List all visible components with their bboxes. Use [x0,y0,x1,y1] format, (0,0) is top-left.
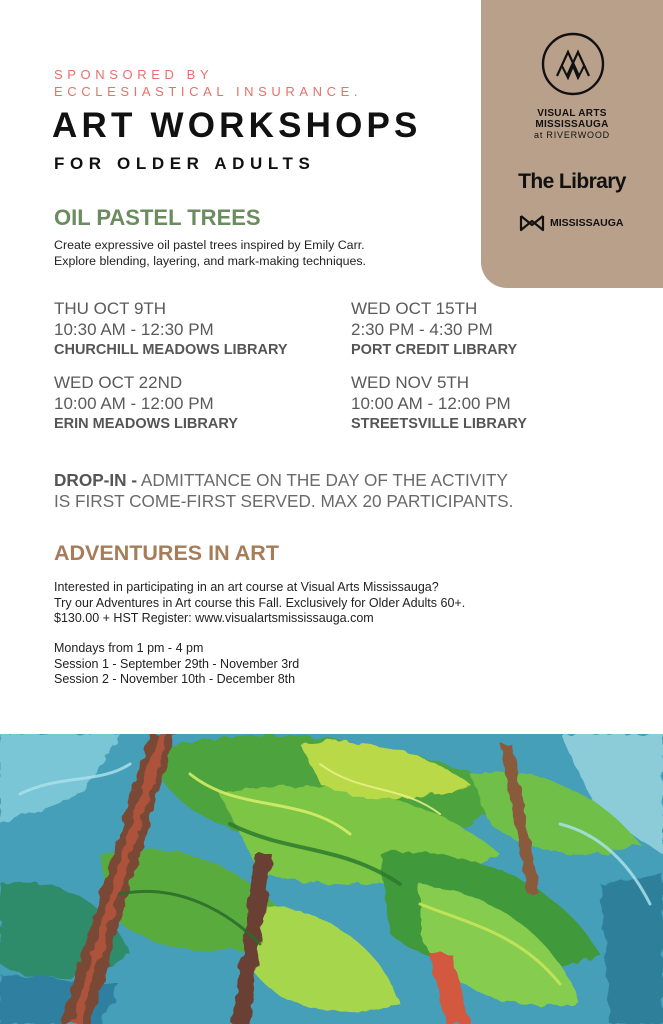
sponsor-line-2: ECCLESIASTICAL INSURANCE. [54,84,363,99]
session-time: 10:00 AM - 12:00 PM [54,394,214,413]
session-4 [351,372,631,434]
schedule-line-2: Session 1 - September 29th - November 3rd [54,656,300,671]
visual-arts-mississauga-wordmark [481,108,663,141]
adventures-line-1: Interested in participating in an art course at Visual Arts Mississauga? [54,580,439,594]
session-date: WED OCT 22ND [54,373,183,392]
adventures-line-2: Try our Adventures in Art course this Fall. Exclusively for Older Adults 60+. [54,595,466,610]
visual-arts-mississauga-logo-icon [541,32,605,96]
workshop-title: OIL PASTEL TREES [54,205,261,230]
drop-in-line-2: IS FIRST COME-FIRST SERVED. MAX 20 PARTICIPANTS. [54,491,514,511]
session-time: 10:30 AM - 12:30 PM [54,320,214,339]
session-date: WED NOV 5TH [351,373,470,392]
session-1 [54,298,334,360]
session-3 [54,372,334,434]
mississauga-wordmark: MISSISSAUGA [550,217,624,229]
session-date: WED OCT 15TH [351,299,478,318]
session-2 [351,298,631,360]
mississauga-logo [519,214,624,232]
adventures-line-3: $130.00 + HST Register: www.visualartsmississauga.com [54,611,374,625]
the-library-logo: The Library [518,170,626,193]
adventures-title: ADVENTURES IN ART [54,541,279,565]
schedule-line-1: Mondays from 1 pm - 4 pm [54,641,204,655]
schedule-line-3: Session 2 - November 10th - December 8th [54,672,296,686]
artwork-image [0,734,663,1024]
adventures-description [54,580,614,627]
session-location: STREETSVILLE LIBRARY [351,416,527,432]
session-location: ERIN MEADOWS LIBRARY [54,416,238,432]
drop-in-text-1: ADMITTANCE ON THE DAY OF THE ACTIVITY [137,470,508,490]
session-time: 2:30 PM - 4:30 PM [351,320,493,339]
page-subtitle: FOR OLDER ADULTS [54,154,316,173]
drop-in-notice [54,470,614,512]
workshop-desc-line-2: Explore blending, layering, and mark-making techniques. [54,253,367,268]
vam-line-3: at RIVERWOOD [534,130,610,140]
mississauga-m-icon [519,214,545,232]
vam-line-1: VISUAL ARTS [537,108,607,119]
workshop-description [54,238,474,269]
session-location: PORT CREDIT LIBRARY [351,342,518,358]
session-time: 10:00 AM - 12:00 PM [351,394,511,413]
sponsor-line-1: SPONSORED BY [54,67,214,82]
session-date: THU OCT 9TH [54,299,167,318]
workshop-desc-line-1: Create expressive oil pastel trees inspired by Emily Carr. [54,238,365,252]
sponsor-text [54,66,362,100]
partner-logos-panel [481,0,663,288]
adventures-schedule [54,641,614,688]
drop-in-line-1 [54,470,614,491]
vam-line-2: MISSISSAUGA [535,119,609,130]
oil-pastel-trees-artwork [0,734,663,1024]
session-location: CHURCHILL MEADOWS LIBRARY [54,342,288,358]
drop-in-label: DROP-IN - [54,470,138,490]
page-title: ART WORKSHOPS [52,106,422,145]
